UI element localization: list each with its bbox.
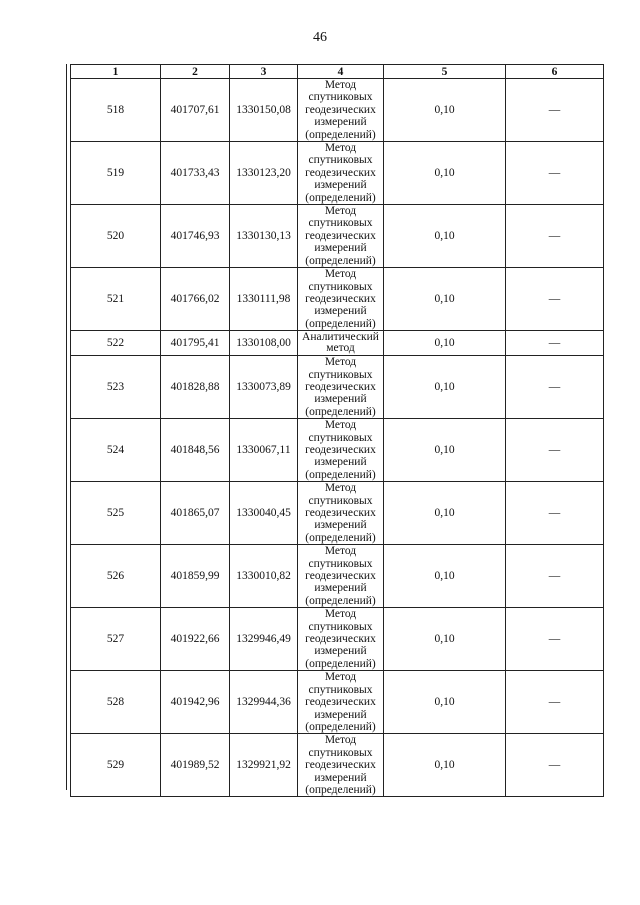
y-coordinate-cell: 1330123,20 bbox=[230, 142, 298, 205]
x-coordinate-cell: 401707,61 bbox=[161, 79, 230, 142]
method-line: спутниковых bbox=[308, 746, 373, 759]
method-line: Метод bbox=[324, 268, 357, 281]
method-line: измерений bbox=[314, 519, 367, 532]
method-line: Метод bbox=[324, 356, 357, 369]
note-cell: — bbox=[506, 482, 604, 545]
column-header: 4 bbox=[298, 65, 384, 79]
method-line: Метод bbox=[324, 205, 357, 218]
method-line: спутниковых bbox=[308, 91, 373, 104]
x-coordinate-cell: 401733,43 bbox=[161, 142, 230, 205]
note-cell: — bbox=[506, 356, 604, 419]
method-cell bbox=[298, 419, 384, 482]
table-row bbox=[71, 142, 604, 205]
note-cell: — bbox=[506, 268, 604, 331]
y-coordinate-cell: 1330010,82 bbox=[230, 545, 298, 608]
accuracy-cell: 0,10 bbox=[384, 356, 506, 419]
method-line: (определений) bbox=[305, 531, 376, 544]
table-row bbox=[71, 205, 604, 268]
accuracy-cell: 0,10 bbox=[384, 79, 506, 142]
method-line: (определений) bbox=[305, 317, 376, 330]
x-coordinate-cell: 401848,56 bbox=[161, 419, 230, 482]
x-coordinate-cell: 401922,66 bbox=[161, 608, 230, 671]
method-line: геодезических bbox=[305, 166, 376, 179]
method-cell bbox=[298, 142, 384, 205]
column-header: 6 bbox=[506, 65, 604, 79]
y-coordinate-cell: 1329944,36 bbox=[230, 671, 298, 734]
y-coordinate-cell: 1330150,08 bbox=[230, 79, 298, 142]
note-cell: — bbox=[506, 671, 604, 734]
method-cell bbox=[298, 545, 384, 608]
accuracy-cell: 0,10 bbox=[384, 545, 506, 608]
method-cell bbox=[298, 356, 384, 419]
method-line: (определений) bbox=[305, 594, 376, 607]
method-line: геодезических bbox=[305, 292, 376, 305]
method-line: измерений bbox=[314, 645, 367, 658]
point-number-cell: 519 bbox=[71, 142, 161, 205]
point-number-cell: 527 bbox=[71, 608, 161, 671]
method-line: Метод bbox=[324, 482, 357, 495]
table-row bbox=[71, 419, 604, 482]
accuracy-cell: 0,10 bbox=[384, 671, 506, 734]
y-coordinate-cell: 1330130,13 bbox=[230, 205, 298, 268]
method-line: Метод bbox=[324, 545, 357, 558]
method-line: измерений bbox=[314, 708, 367, 721]
column-header: 5 bbox=[384, 65, 506, 79]
table-row bbox=[71, 331, 604, 356]
x-coordinate-cell: 401795,41 bbox=[161, 331, 230, 356]
accuracy-cell: 0,10 bbox=[384, 419, 506, 482]
method-line: спутниковых bbox=[308, 683, 373, 696]
method-line: измерений bbox=[314, 456, 367, 469]
method-line: геодезических bbox=[305, 696, 376, 709]
method-line: измерений bbox=[314, 305, 367, 318]
y-coordinate-cell: 1330073,89 bbox=[230, 356, 298, 419]
method-cell bbox=[298, 608, 384, 671]
method-line: метод bbox=[326, 342, 355, 355]
point-number-cell: 524 bbox=[71, 419, 161, 482]
coordinates-table bbox=[70, 64, 604, 797]
method-line: (определений) bbox=[305, 783, 376, 796]
note-cell: — bbox=[506, 331, 604, 356]
method-line: геодезических bbox=[305, 380, 376, 393]
point-number-cell: 529 bbox=[71, 734, 161, 797]
method-line: (определений) bbox=[305, 468, 376, 481]
accuracy-cell: 0,10 bbox=[384, 205, 506, 268]
method-line: (определений) bbox=[305, 191, 376, 204]
method-line: (определений) bbox=[305, 254, 376, 267]
method-cell bbox=[298, 482, 384, 545]
method-line: Метод bbox=[324, 79, 357, 91]
method-line: спутниковых bbox=[308, 620, 373, 633]
method-line: Метод bbox=[324, 608, 357, 621]
method-line: (определений) bbox=[305, 405, 376, 418]
method-line: измерений bbox=[314, 242, 367, 255]
method-line: измерений bbox=[314, 582, 367, 595]
method-line: измерений bbox=[314, 116, 367, 129]
method-cell bbox=[298, 331, 384, 356]
method-line: геодезических bbox=[305, 759, 376, 772]
method-line: спутниковых bbox=[308, 280, 373, 293]
table-body bbox=[71, 79, 604, 797]
table-row bbox=[71, 671, 604, 734]
method-line: Метод bbox=[324, 142, 357, 155]
note-cell: — bbox=[506, 608, 604, 671]
method-line: (определений) bbox=[305, 128, 376, 141]
x-coordinate-cell: 401828,88 bbox=[161, 356, 230, 419]
accuracy-cell: 0,10 bbox=[384, 142, 506, 205]
method-cell bbox=[298, 79, 384, 142]
method-line: измерений bbox=[314, 771, 367, 784]
x-coordinate-cell: 401942,96 bbox=[161, 671, 230, 734]
accuracy-cell: 0,10 bbox=[384, 734, 506, 797]
accuracy-cell: 0,10 bbox=[384, 331, 506, 356]
table-row bbox=[71, 356, 604, 419]
y-coordinate-cell: 1330111,98 bbox=[230, 268, 298, 331]
method-line: (определений) bbox=[305, 657, 376, 670]
x-coordinate-cell: 401766,02 bbox=[161, 268, 230, 331]
note-cell: — bbox=[506, 142, 604, 205]
point-number-cell: 522 bbox=[71, 331, 161, 356]
accuracy-cell: 0,10 bbox=[384, 268, 506, 331]
column-header: 2 bbox=[161, 65, 230, 79]
method-line: (определений) bbox=[305, 720, 376, 733]
table-row bbox=[71, 79, 604, 142]
method-line: спутниковых bbox=[308, 154, 373, 167]
y-coordinate-cell: 1329921,92 bbox=[230, 734, 298, 797]
point-number-cell: 526 bbox=[71, 545, 161, 608]
note-cell: — bbox=[506, 205, 604, 268]
x-coordinate-cell: 401989,52 bbox=[161, 734, 230, 797]
point-number-cell: 520 bbox=[71, 205, 161, 268]
method-line: измерений bbox=[314, 393, 367, 406]
method-cell bbox=[298, 671, 384, 734]
x-coordinate-cell: 401859,99 bbox=[161, 545, 230, 608]
point-number-cell: 528 bbox=[71, 671, 161, 734]
column-header: 3 bbox=[230, 65, 298, 79]
note-cell: — bbox=[506, 419, 604, 482]
column-header: 1 bbox=[71, 65, 161, 79]
point-number-cell: 525 bbox=[71, 482, 161, 545]
method-line: спутниковых bbox=[308, 494, 373, 507]
x-coordinate-cell: 401746,93 bbox=[161, 205, 230, 268]
table-row bbox=[71, 734, 604, 797]
method-line: геодезических bbox=[305, 633, 376, 646]
note-cell: — bbox=[506, 545, 604, 608]
method-line: геодезических bbox=[305, 443, 376, 456]
method-line: Метод bbox=[324, 734, 357, 747]
accuracy-cell: 0,10 bbox=[384, 608, 506, 671]
method-cell bbox=[298, 205, 384, 268]
table-row bbox=[71, 268, 604, 331]
table-row bbox=[71, 608, 604, 671]
method-cell bbox=[298, 268, 384, 331]
method-line: геодезических bbox=[305, 507, 376, 519]
y-coordinate-cell: 1329946,49 bbox=[230, 608, 298, 671]
method-line: спутниковых bbox=[308, 431, 373, 444]
table-row bbox=[71, 482, 604, 545]
method-line: Аналитический bbox=[302, 331, 379, 344]
method-line: спутниковых bbox=[308, 217, 373, 230]
point-number-cell: 518 bbox=[71, 79, 161, 142]
point-number-cell: 521 bbox=[71, 268, 161, 331]
method-line: геодезических bbox=[305, 570, 376, 583]
method-line: измерений bbox=[314, 179, 367, 192]
page-number: 46 bbox=[313, 30, 327, 45]
x-coordinate-cell: 401865,07 bbox=[161, 482, 230, 545]
method-line: спутниковых bbox=[308, 557, 373, 570]
method-cell bbox=[298, 734, 384, 797]
note-cell: — bbox=[506, 734, 604, 797]
method-line: Метод bbox=[324, 671, 357, 684]
method-line: геодезических bbox=[305, 229, 376, 242]
y-coordinate-cell: 1330108,00 bbox=[230, 331, 298, 356]
point-number-cell: 523 bbox=[71, 356, 161, 419]
accuracy-cell: 0,10 bbox=[384, 482, 506, 545]
y-coordinate-cell: 1330040,45 bbox=[230, 482, 298, 545]
y-coordinate-cell: 1330067,11 bbox=[230, 419, 298, 482]
note-cell: — bbox=[506, 79, 604, 142]
left-margin-rule bbox=[66, 64, 67, 790]
table-header-row bbox=[71, 65, 604, 79]
method-line: спутниковых bbox=[308, 368, 373, 381]
table-row bbox=[71, 545, 604, 608]
method-line: Метод bbox=[324, 419, 357, 432]
method-line: геодезических bbox=[305, 103, 376, 116]
